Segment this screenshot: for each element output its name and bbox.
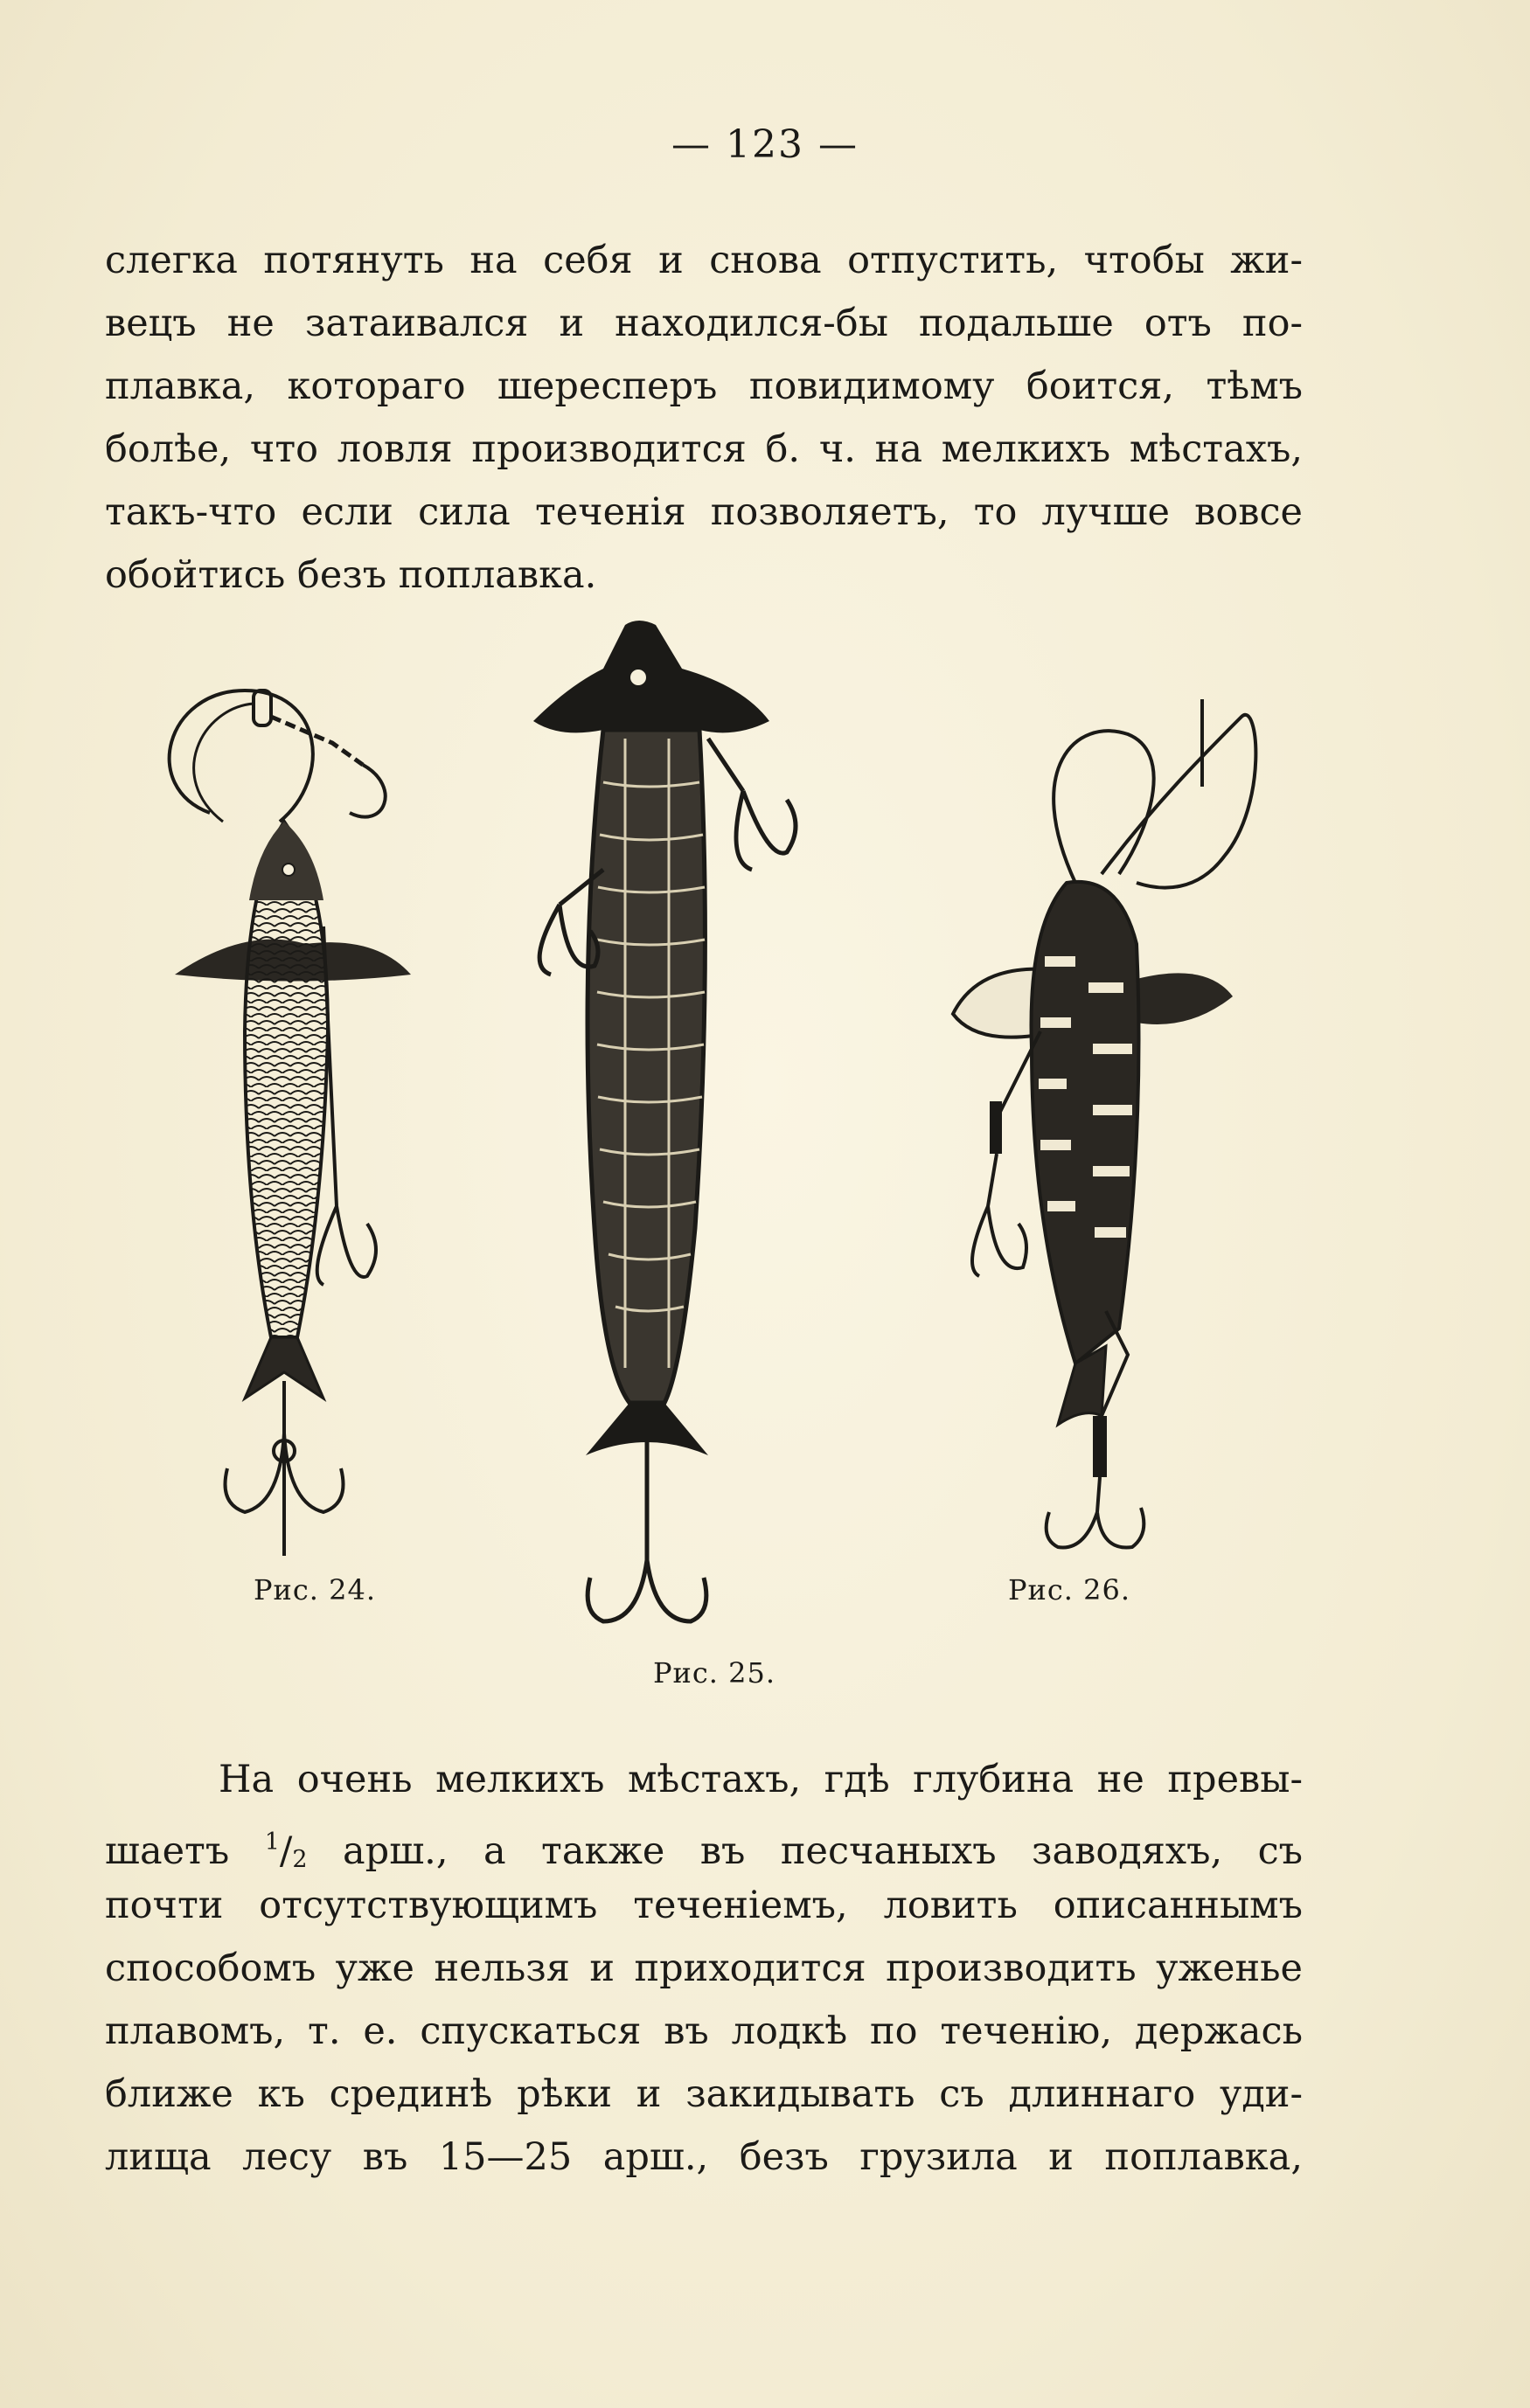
figure-24-caption: Рис. 24. — [254, 1573, 377, 1606]
text-line-with-fraction — [105, 1811, 1303, 1874]
text-line: ближе къ срединѣ рѣки и закидывать съ длиннаго уди- — [105, 2072, 1303, 2116]
page-number: — 123 — — [671, 122, 859, 167]
figure-25-lure — [507, 616, 839, 1630]
text-fragment: арш., а также въ песчаныхъ заводяхъ, съ — [343, 1829, 1304, 1873]
fraction-half: $^1/_2$ — [264, 1829, 308, 1873]
figure-26-lure — [927, 699, 1268, 1556]
text-line: лища лесу въ 15—25 арш., безъ грузила и поплавка, — [105, 2135, 1303, 2179]
fraction-denominator: 2 — [292, 1846, 308, 1873]
paragraph-bottom — [105, 1748, 1303, 2189]
text-line: почти отсутствующимъ теченіемъ, ловить описаннымъ — [105, 1884, 1303, 1927]
text-line: болѣе, что ловля производится б. ч. на мелкихъ мѣстахъ, — [105, 427, 1303, 471]
text-line: слегка потянуть на себя и снова отпустить, чтобы жи- — [105, 239, 1303, 282]
spoon-lure-scaled-fish-icon — [149, 682, 446, 1547]
figure-26-caption: Рис. 26. — [1008, 1573, 1131, 1606]
text-line: плавка, котораго шересперъ повидимому боится, тѣмъ — [105, 364, 1303, 408]
text-line: плавомъ, т. е. спускаться въ лодкѣ по теченію, держась — [105, 2009, 1303, 2053]
figure-24-lure — [149, 682, 446, 1547]
paragraph-top — [105, 229, 1303, 607]
striped-fish-lure-icon — [927, 699, 1268, 1556]
text-line: вецъ не затаивался и находился-бы подальше отъ по- — [105, 302, 1303, 345]
text-line: На очень мелкихъ мѣстахъ, гдѣ глубина не превы- — [219, 1758, 1303, 1801]
figure-25-caption: Рис. 25. — [653, 1656, 776, 1690]
segmented-fish-lure-icon — [507, 616, 839, 1630]
text-line: способомъ уже нельзя и приходится производить уженье — [105, 1947, 1303, 1990]
text-fragment: шаетъ — [105, 1829, 230, 1873]
text-line: обойтись безъ поплавка. — [105, 553, 597, 597]
text-line: такъ-что если сила теченія позволяетъ, то лучше вовсе — [105, 490, 1303, 534]
fraction-numerator: 1 — [264, 1829, 280, 1856]
